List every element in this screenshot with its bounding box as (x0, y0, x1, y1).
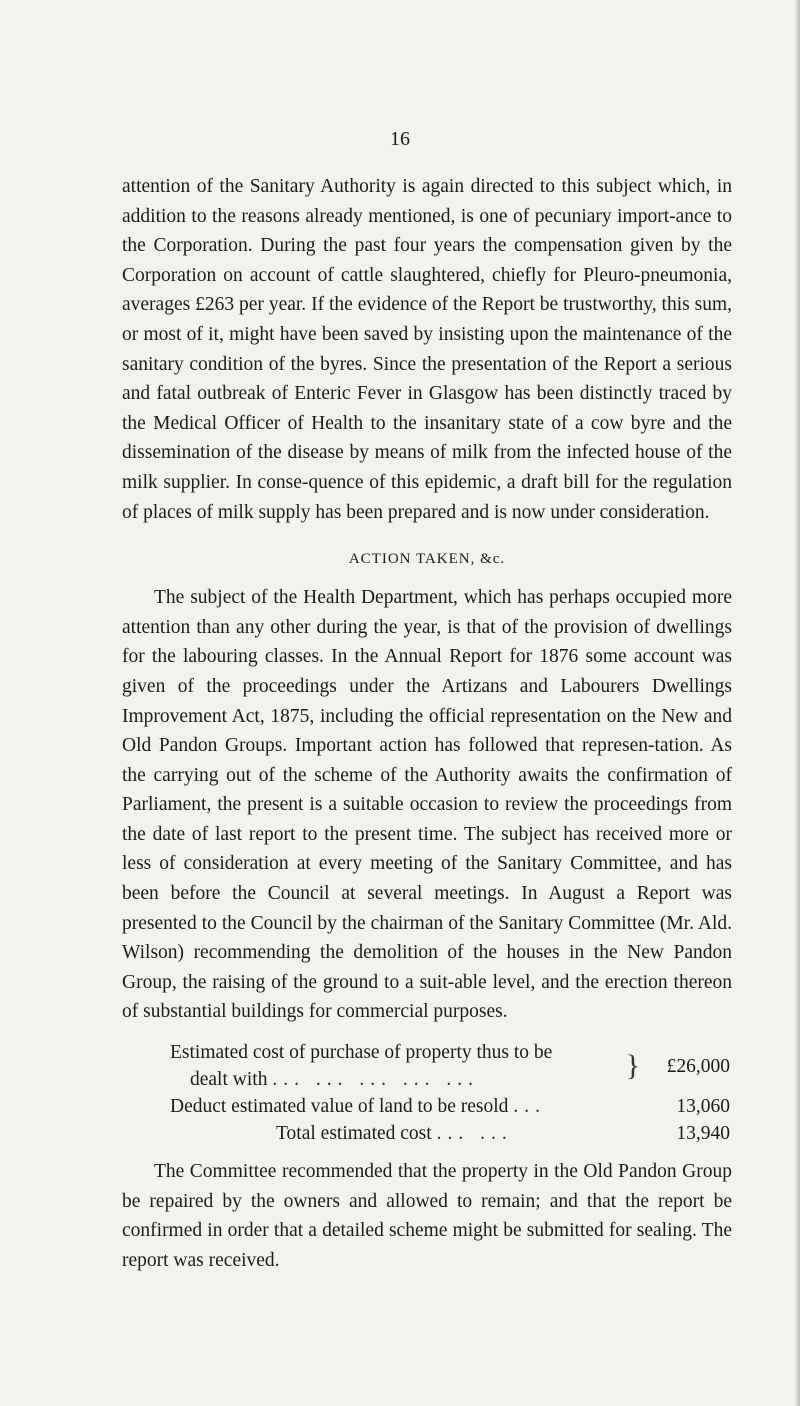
leader-dots: ... ... (436, 1123, 513, 1145)
section-heading: ACTION TAKEN, &c. (348, 551, 506, 568)
paragraph-milk-supply: attention of the Sanitary Authority is again directed to this subject which, in addition to the reasons already mentioned, is one of pecuniary import-ance to the Corporation. During the past four years the compensation given by the Corporation on account of cattle slaughtered, chiefly for Pleuro-pneumonia, averages £263 per year. If the evidence of the Report be trustworthy, this sum, or most of it, might have been saved by insisting upon the maintenance of the sanitary condition of the byres. Since the presentation of the Report a serious and fatal outbreak of Enteric Fever in Glasgow has been distinctly traced by the Medical Officer of Health to the insanitary state of a cow byre and the dissemination of the disease by means of milk from the infected house of the milk supplier. In conse-quence of this epidemic, a draft bill for the regulation of places of milk supply has been prepared and is now under consideration. (122, 176, 732, 523)
page-edge-shadow (794, 0, 800, 1406)
cost-estimate-table (170, 1039, 730, 1147)
page-content (122, 172, 732, 1275)
page-number: 16 (390, 128, 410, 150)
cost-row-deduct (170, 1093, 730, 1120)
cost-amount-total: 13,940 (676, 1123, 730, 1145)
leader-dots: ... ... ... ... ... (272, 1069, 479, 1091)
cost-label-deduct (170, 1093, 626, 1120)
cost-row-purchase (170, 1039, 730, 1093)
brace-mark: } (625, 1049, 640, 1083)
paragraph-dwellings: The subject of the Health Department, which has perhaps occupied more attention than any other during the year, is that of the provision of dwellings for the labouring classes. In the Annual Report for 1876 some account was given of the proceedings under the Artizans and Labourers Dwellings Improvement Act, 1875, including the official representation on the New and Old Pandon Groups. Important action has followed that represen-tation. As the carrying out of the scheme of the Authority awaits the confirmation of Parliament, the present is a suitable occasion to review the proceedings from the date of last report to the present time. The subject has received more or less of consideration at every meeting of the Sanitary Committee, and has been before the Council at several meetings. In August a Report was presented to the Council by the chairman of the Sanitary Committee (Mr. Ald. Wilson) recommending the demolition of the houses in the New Pandon Group, the raising of the ground to a suit-able level, and the erection thereon of substantial buildings for commercial purposes. (122, 587, 732, 1023)
cost-amount-purchase: £26,000 (666, 1055, 730, 1077)
cost-label-purchase-line2 (170, 1066, 626, 1093)
cost-label-purchase (170, 1039, 626, 1093)
cost-label-deduct-text: Deduct estimated value of land to be resold (170, 1096, 509, 1118)
cost-label-total (170, 1120, 626, 1147)
cost-amount-deduct: 13,060 (676, 1096, 730, 1118)
cost-label-purchase-text: dealt with (190, 1069, 268, 1091)
cost-label-purchase-line1: Estimated cost of purchase of property thus to be (170, 1042, 553, 1064)
cost-row-total (170, 1120, 730, 1147)
paragraph-committee-recommendation: The Committee recommended that the property in the Old Pandon Group be repaired by the owners and allowed to remain; and that the report be confirmed in order that a detailed scheme might be submitted for sealing. The report was received. (122, 1161, 732, 1271)
leader-dots: ... (513, 1096, 546, 1118)
cost-label-total-text: Total estimated cost (276, 1123, 432, 1145)
